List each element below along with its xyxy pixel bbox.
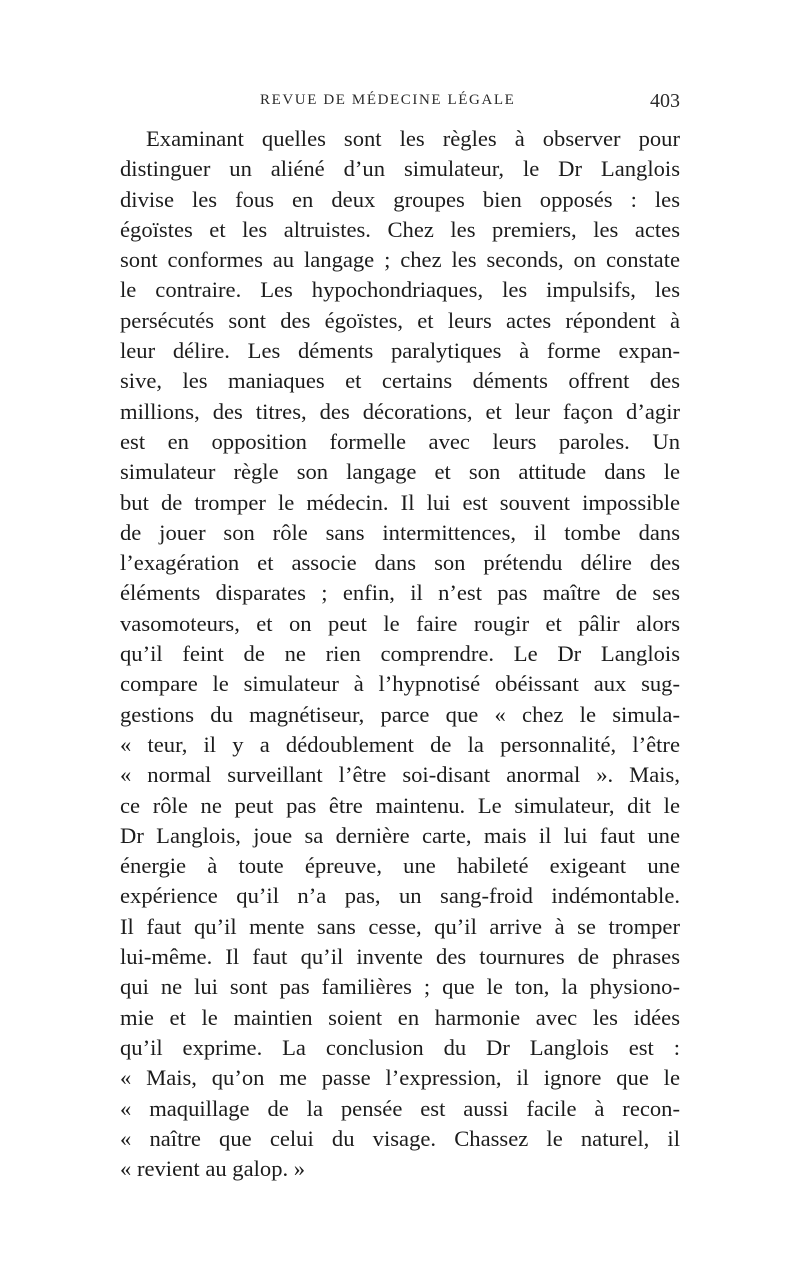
text-line: Examinant quelles sont les règles à observer pour — [146, 126, 680, 151]
text-line: lui-même. Il faut qu’il invente des tournures de phrases — [120, 944, 680, 970]
text-line: qu’il exprime. La conclusion du Dr Langlois est : — [120, 1034, 680, 1060]
text-line: simulateur règle son langage et son attitude dans le — [120, 459, 680, 485]
text-line: « teur, il y a dédoublement de la personnalité, l’être — [120, 731, 680, 757]
text-line: éléments disparates ; enfin, il n’est pas maître de ses — [120, 580, 680, 606]
body-text — [120, 124, 680, 1184]
text-line: sont conformes au langage ; chez les seconds, on constate — [120, 247, 680, 273]
text-line: « maquillage de la pensée est aussi facile à recon- — [120, 1095, 680, 1121]
text-line: « Mais, qu’on me passe l’expression, il ignore que le — [120, 1065, 680, 1091]
text-line: qui ne lui sont pas familières ; que le ton, la physiono- — [120, 974, 680, 1000]
text-line: « revient au galop. » — [120, 1156, 306, 1182]
text-line: Il faut qu’il mente sans cesse, qu’il arrive à se tromper — [120, 913, 680, 939]
text-line: « naître que celui du visage. Chassez le naturel, il — [120, 1125, 680, 1151]
text-line: compare le simulateur à l’hypnotisé obéissant aux sug- — [120, 671, 680, 697]
page-number: 403 — [650, 90, 680, 112]
text-line: Dr Langlois, joue sa dernière carte, mais il lui faut une — [120, 822, 680, 848]
text-line: expérience qu’il n’a pas, un sang-froid indémontable. — [120, 883, 680, 909]
text-line: millions, des titres, des décorations, et leur façon d’agir — [120, 398, 680, 424]
text-line: le contraire. Les hypochondriaques, les impulsifs, les — [120, 277, 680, 303]
page-header — [120, 92, 680, 116]
text-line: de jouer son rôle sans intermittences, il tombe dans — [120, 519, 680, 545]
text-line: persécutés sont des égoïstes, et leurs actes répondent à — [120, 307, 680, 333]
text-line: « normal surveillant l’être soi-disant anormal ». Mais, — [120, 762, 680, 788]
text-line: qu’il feint de ne rien comprendre. Le Dr Langlois — [120, 641, 680, 667]
running-head: REVUE DE MÉDECINE LÉGALE — [260, 92, 516, 108]
text-line: mie et le maintien soient en harmonie avec les idées — [120, 1004, 680, 1030]
text-line: leur délire. Les déments paralytiques à forme expan- — [120, 338, 680, 364]
text-line: est en opposition formelle avec leurs paroles. Un — [120, 428, 680, 454]
text-line: sive, les maniaques et certains déments offrent des — [120, 368, 680, 394]
text-line: égoïstes et les altruistes. Chez les premiers, les actes — [120, 216, 680, 242]
text-line: divise les fous en deux groupes bien opposés : les — [120, 186, 680, 212]
text-line: ce rôle ne peut pas être maintenu. Le simulateur, dit le — [120, 792, 680, 818]
text-line: gestions du magnétiseur, parce que « chez le simula- — [120, 701, 680, 727]
text-line: vasomoteurs, et on peut le faire rougir et pâlir alors — [120, 610, 680, 636]
text-line: distinguer un aliéné d’un simulateur, le Dr Langlois — [120, 156, 680, 182]
text-line: l’exagération et associe dans son prétendu délire des — [120, 550, 680, 576]
text-line: but de tromper le médecin. Il lui est souvent impossible — [120, 489, 680, 515]
text-line: énergie à toute épreuve, une habileté exigeant une — [120, 853, 680, 879]
